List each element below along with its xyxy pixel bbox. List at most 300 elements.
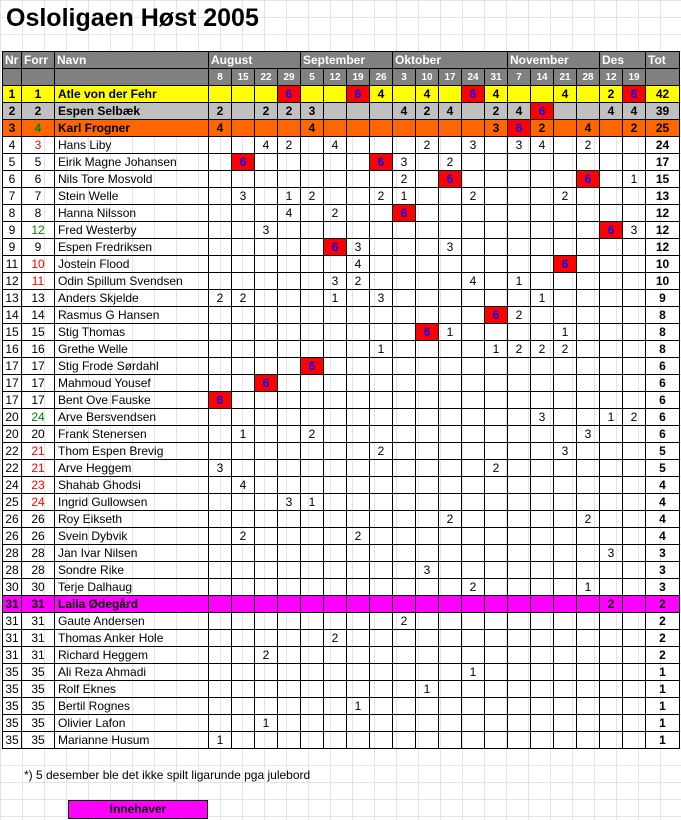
score-cell: 6 [577,171,600,188]
player-row [3,647,680,664]
score-cell [439,307,462,324]
score-cell: 1 [393,188,416,205]
score-cell [462,154,485,171]
score-cell [209,154,232,171]
score-cell [462,698,485,715]
score-cell [554,409,577,426]
player-row [3,86,680,103]
score-cell [324,596,347,613]
score-cell [324,426,347,443]
score-cell [577,188,600,205]
score-cell [531,545,554,562]
rank-cell: 28 [3,545,22,562]
score-cell [439,256,462,273]
score-cell [439,222,462,239]
score-cell [209,681,232,698]
score-cell [370,698,393,715]
score-cell [600,358,623,375]
score-cell [255,154,278,171]
score-cell [232,579,255,596]
score-cell [301,341,324,358]
total-cell: 2 [646,647,680,664]
score-cell: 3 [554,443,577,460]
score-cell [600,647,623,664]
score-cell: 3 [324,273,347,290]
player-row [3,256,680,273]
score-cell [301,154,324,171]
score-cell [278,443,301,460]
score-cell [370,545,393,562]
score-cell [232,732,255,749]
score-cell [485,392,508,409]
score-cell [324,341,347,358]
score-cell [347,171,370,188]
score-cell: 2 [600,86,623,103]
score-cell [508,613,531,630]
score-cell [301,222,324,239]
score-cell [623,732,646,749]
score-cell [370,137,393,154]
score-cell [531,222,554,239]
score-cell [554,732,577,749]
player-name: Espen Selbæk [55,103,209,120]
player-name: Nils Tore Mosvold [55,171,209,188]
score-cell: 2 [577,137,600,154]
score-cell [554,477,577,494]
score-cell [439,120,462,137]
score-cell [416,579,439,596]
score-cell [278,307,301,324]
score-cell [577,596,600,613]
score-cell [209,205,232,222]
score-cell [255,630,278,647]
score-cell [393,698,416,715]
score-cell [439,494,462,511]
score-cell [508,256,531,273]
score-cell [577,375,600,392]
date-header: 12 [600,69,623,86]
score-cell [232,596,255,613]
score-cell [347,358,370,375]
score-cell: 2 [209,103,232,120]
score-cell [209,341,232,358]
score-cell [508,188,531,205]
total-cell: 3 [646,562,680,579]
score-cell: 2 [462,188,485,205]
score-cell [370,579,393,596]
score-cell [577,681,600,698]
player-row [3,494,680,511]
score-cell [554,222,577,239]
score-cell [462,545,485,562]
player-name: Stig Frode Sørdahl [55,358,209,375]
score-cell [531,732,554,749]
date-header: 8 [209,69,232,86]
score-cell [255,681,278,698]
score-cell [324,613,347,630]
score-cell [232,664,255,681]
score-cell [554,579,577,596]
score-cell [439,528,462,545]
score-cell: 1 [347,698,370,715]
score-cell [278,562,301,579]
score-cell [255,120,278,137]
score-cell [554,630,577,647]
score-cell [393,273,416,290]
score-cell [577,324,600,341]
score-cell [301,630,324,647]
month-header-row [3,52,680,69]
score-cell [324,171,347,188]
total-cell: 6 [646,426,680,443]
player-row [3,307,680,324]
score-cell [324,698,347,715]
score-cell [393,86,416,103]
previous-rank-cell: 26 [22,528,55,545]
score-cell [347,205,370,222]
rank-cell: 5 [3,154,22,171]
total-cell: 3 [646,579,680,596]
score-cell [416,307,439,324]
month-header: August [209,52,301,69]
score-cell [324,120,347,137]
score-cell [531,613,554,630]
score-cell [416,443,439,460]
score-cell [531,358,554,375]
score-cell [393,715,416,732]
rank-cell: 17 [3,358,22,375]
player-row [3,392,680,409]
total-cell: 1 [646,715,680,732]
header-forr: Forr [22,52,55,69]
rank-cell: 16 [3,341,22,358]
score-cell [577,715,600,732]
score-cell [508,494,531,511]
player-name: Karl Frogner [55,120,209,137]
score-cell [462,120,485,137]
score-cell [347,630,370,647]
score-cell [209,137,232,154]
score-cell [232,613,255,630]
score-cell [255,392,278,409]
score-cell [255,562,278,579]
total-cell: 12 [646,239,680,256]
score-cell [439,205,462,222]
score-cell: 2 [485,103,508,120]
rank-cell: 3 [3,120,22,137]
score-cell: 4 [393,103,416,120]
rank-cell: 2 [3,103,22,120]
score-cell [209,443,232,460]
player-name: Frank Stenersen [55,426,209,443]
date-header: 15 [232,69,255,86]
previous-rank-cell: 31 [22,596,55,613]
header-blank-cell [3,69,22,86]
score-cell [347,392,370,409]
player-name: Ali Reza Ahmadi [55,664,209,681]
score-cell [600,273,623,290]
score-cell [554,562,577,579]
score-cell: 2 [485,460,508,477]
player-row [3,443,680,460]
score-cell: 3 [531,409,554,426]
previous-rank-cell: 6 [22,171,55,188]
score-cell [278,154,301,171]
date-header: 22 [255,69,278,86]
score-cell [439,596,462,613]
score-cell [301,562,324,579]
total-cell: 1 [646,681,680,698]
score-cell [278,715,301,732]
date-header: 10 [416,69,439,86]
score-cell [209,375,232,392]
player-name: Hanna Nilsson [55,205,209,222]
score-cell [324,86,347,103]
score-cell [439,443,462,460]
score-cell [439,664,462,681]
score-cell: 2 [209,290,232,307]
player-name: Ingrid Gullowsen [55,494,209,511]
score-cell [485,188,508,205]
score-cell [278,664,301,681]
score-cell [301,528,324,545]
score-cell [577,664,600,681]
score-cell [600,494,623,511]
player-name: Shahab Ghodsi [55,477,209,494]
score-cell [554,664,577,681]
score-cell [600,324,623,341]
player-name: Bertil Rognes [55,698,209,715]
score-cell [393,511,416,528]
player-name: Atle von der Fehr [55,86,209,103]
score-cell [485,613,508,630]
score-cell [278,239,301,256]
score-cell: 3 [485,120,508,137]
score-cell [209,477,232,494]
score-cell [255,613,278,630]
score-cell [531,596,554,613]
rank-cell: 22 [3,443,22,460]
previous-rank-cell: 14 [22,307,55,324]
score-cell [232,681,255,698]
score-cell [370,205,393,222]
score-cell [577,732,600,749]
score-cell [347,154,370,171]
score-cell: 3 [232,188,255,205]
player-row [3,324,680,341]
score-cell: 3 [623,222,646,239]
score-cell [577,222,600,239]
score-cell [370,715,393,732]
score-cell [278,273,301,290]
player-name: Olivier Lafon [55,715,209,732]
score-cell [416,596,439,613]
score-cell [255,494,278,511]
rank-cell: 24 [3,477,22,494]
date-header: 26 [370,69,393,86]
score-cell [623,273,646,290]
score-cell: 2 [439,511,462,528]
previous-rank-cell: 35 [22,681,55,698]
score-cell [393,460,416,477]
score-cell: 6 [485,307,508,324]
score-cell [508,443,531,460]
score-cell [554,239,577,256]
score-cell [232,273,255,290]
player-row [3,528,680,545]
score-cell [462,562,485,579]
score-cell [508,409,531,426]
score-cell [554,103,577,120]
player-name: Espen Fredriksen [55,239,209,256]
standings-body [3,86,680,749]
score-cell: 6 [393,205,416,222]
score-cell [347,715,370,732]
date-header: 19 [623,69,646,86]
score-cell [485,698,508,715]
score-cell [393,545,416,562]
score-cell [393,137,416,154]
score-cell [623,392,646,409]
score-cell [623,256,646,273]
player-name: Grethe Welle [55,341,209,358]
score-cell [462,494,485,511]
score-cell [232,324,255,341]
score-cell [600,681,623,698]
score-cell [255,205,278,222]
score-cell [255,171,278,188]
score-cell [416,120,439,137]
score-cell [393,732,416,749]
header-blank-cell [646,69,680,86]
score-cell [324,732,347,749]
score-cell [324,307,347,324]
score-cell [324,375,347,392]
score-cell [232,562,255,579]
date-header: 3 [393,69,416,86]
score-cell [600,341,623,358]
previous-rank-cell: 10 [22,256,55,273]
score-cell [554,171,577,188]
score-cell [347,120,370,137]
previous-rank-cell: 31 [22,647,55,664]
month-header: November [508,52,600,69]
score-cell [416,273,439,290]
score-cell [577,358,600,375]
score-cell [393,562,416,579]
score-cell [301,613,324,630]
score-cell: 2 [508,307,531,324]
score-cell [416,664,439,681]
score-cell [600,443,623,460]
score-cell [600,426,623,443]
player-row [3,613,680,630]
score-cell [301,205,324,222]
player-row [3,562,680,579]
score-cell [462,171,485,188]
previous-rank-cell: 9 [22,239,55,256]
score-cell [554,460,577,477]
score-cell: 4 [324,137,347,154]
score-cell: 1 [209,732,232,749]
score-cell [508,545,531,562]
score-cell [209,613,232,630]
player-name: Rolf Eknes [55,681,209,698]
score-cell [531,86,554,103]
score-cell [347,596,370,613]
score-cell [278,477,301,494]
score-cell: 2 [324,205,347,222]
score-cell [393,477,416,494]
score-cell [324,256,347,273]
score-cell [416,511,439,528]
player-row [3,681,680,698]
score-cell [554,545,577,562]
player-name: Laila Ødegård [55,596,209,613]
score-cell: 1 [623,171,646,188]
score-cell: 6 [255,375,278,392]
score-cell: 6 [301,358,324,375]
previous-rank-cell: 30 [22,579,55,596]
score-cell: 2 [554,341,577,358]
score-cell [600,154,623,171]
score-cell [577,341,600,358]
score-cell [347,681,370,698]
score-cell: 1 [370,341,393,358]
score-cell: 6 [416,324,439,341]
score-cell [347,290,370,307]
score-cell [301,443,324,460]
player-row [3,290,680,307]
score-cell [600,120,623,137]
score-cell [623,154,646,171]
score-cell [623,239,646,256]
score-cell [462,307,485,324]
score-cell [347,443,370,460]
score-cell [324,511,347,528]
score-cell [531,205,554,222]
score-cell [416,630,439,647]
score-cell [393,256,416,273]
player-row [3,120,680,137]
total-cell: 5 [646,460,680,477]
score-cell: 2 [393,613,416,630]
score-cell [278,681,301,698]
score-cell [531,324,554,341]
score-cell [623,562,646,579]
score-cell [278,630,301,647]
score-cell [347,324,370,341]
score-cell [439,647,462,664]
score-cell [209,528,232,545]
score-cell [393,375,416,392]
score-cell [623,579,646,596]
score-cell [485,273,508,290]
score-cell: 1 [600,409,623,426]
score-cell [347,511,370,528]
score-cell [209,409,232,426]
score-cell [370,477,393,494]
score-cell [623,290,646,307]
score-cell [508,630,531,647]
score-cell: 4 [600,103,623,120]
score-cell: 4 [209,120,232,137]
score-cell [462,392,485,409]
previous-rank-cell: 2 [22,103,55,120]
date-header: 19 [347,69,370,86]
score-cell [370,562,393,579]
score-cell: 3 [393,154,416,171]
